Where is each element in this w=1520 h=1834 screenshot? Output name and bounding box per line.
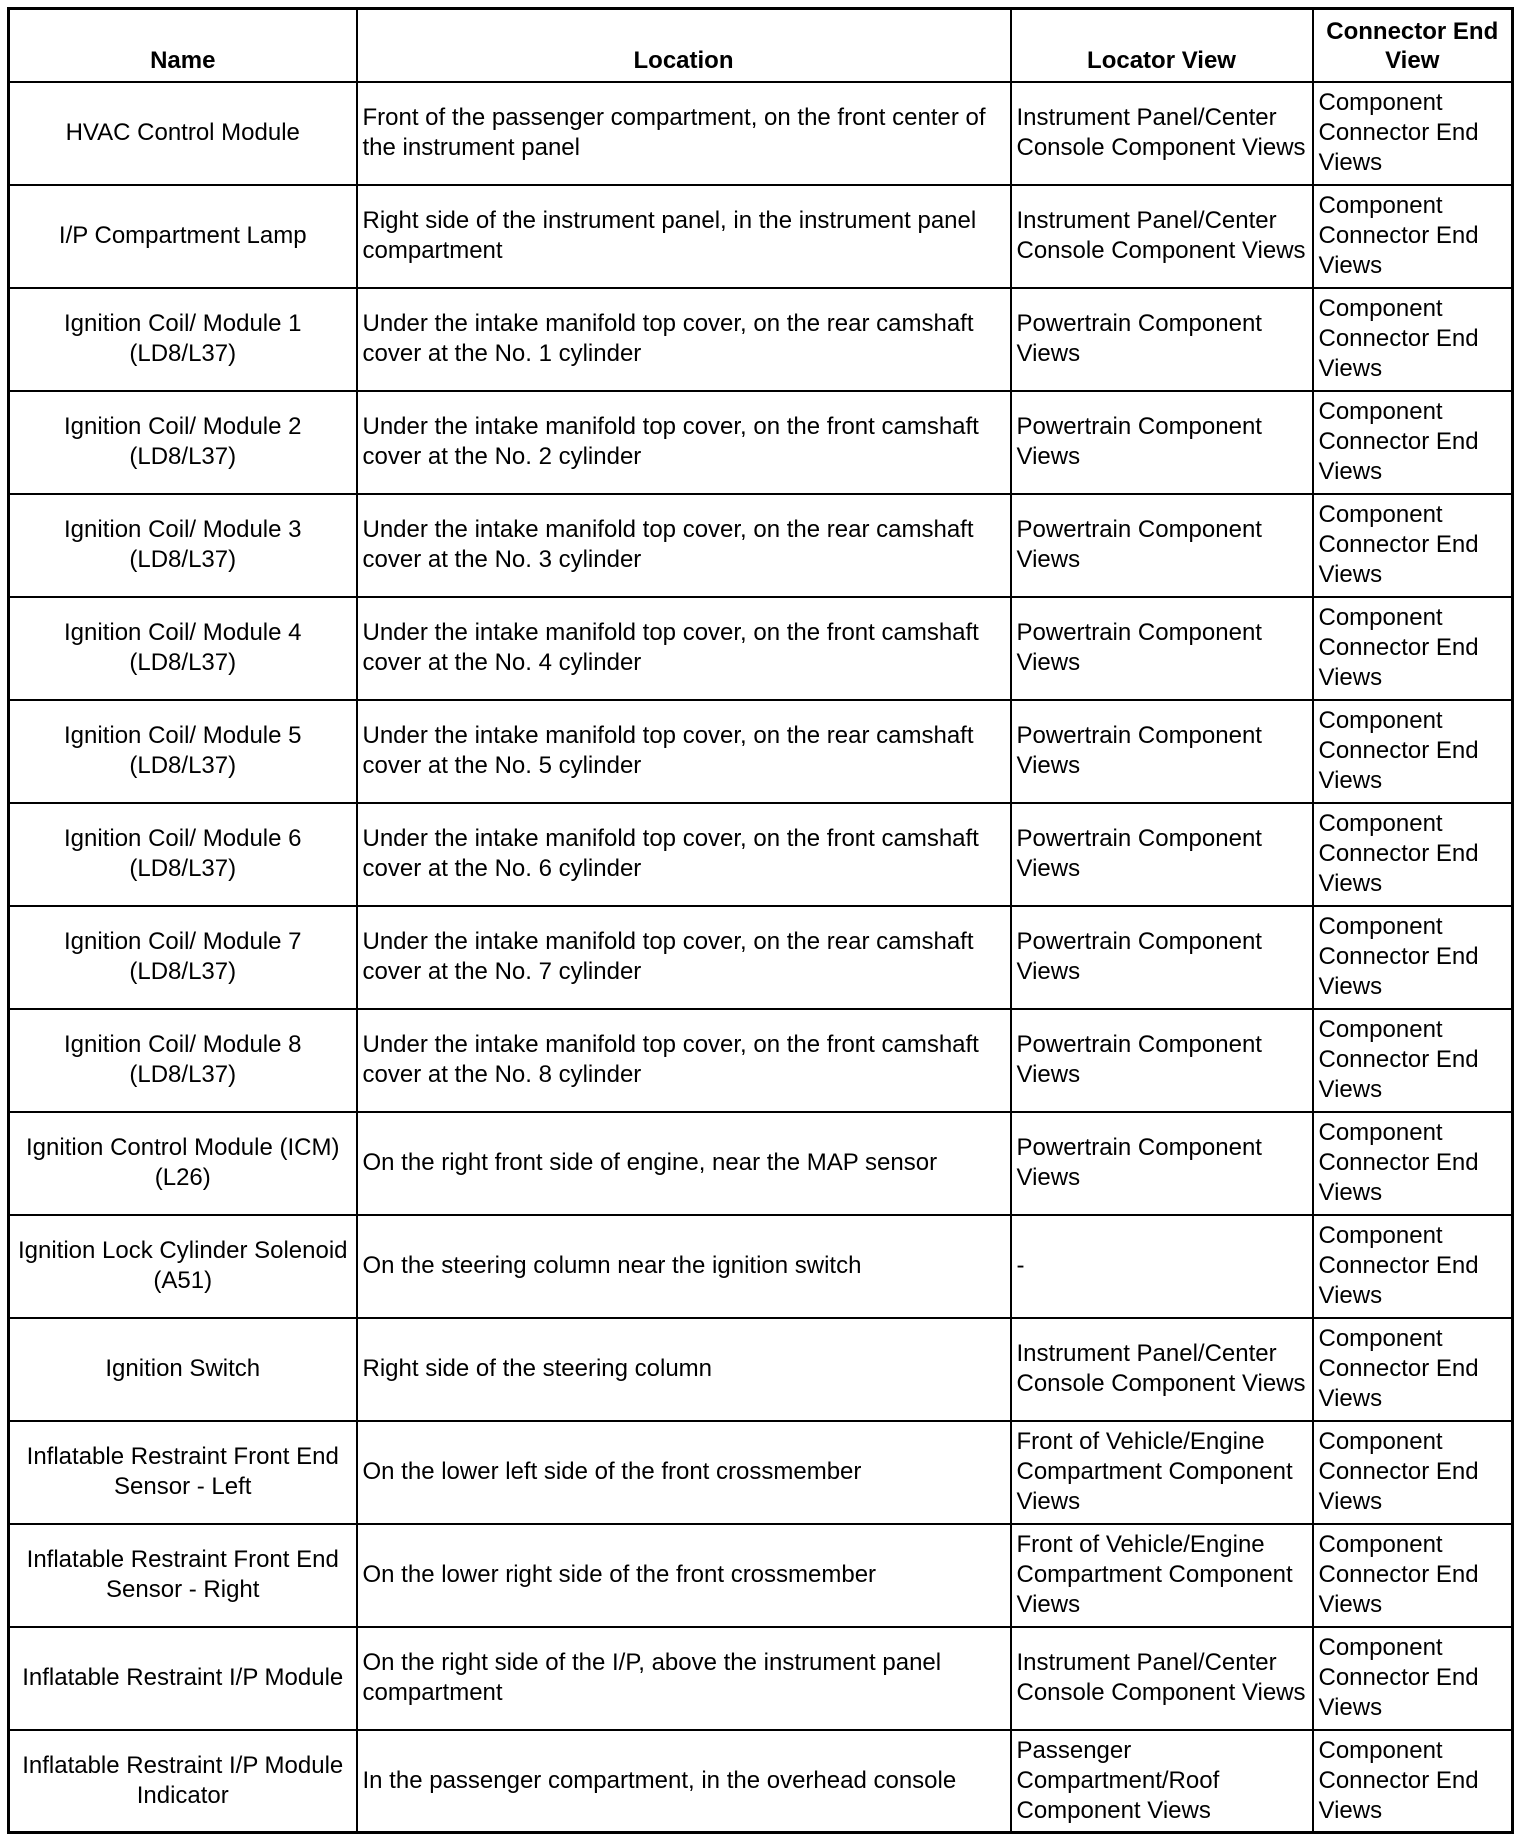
- cell-location: On the lower left side of the front crossmember: [357, 1421, 1011, 1524]
- cell-name: Inflatable Restraint I/P Module Indicator: [9, 1730, 357, 1833]
- cell-location: Under the intake manifold top cover, on the rear camshaft cover at the No. 3 cylinder: [357, 494, 1011, 597]
- cell-locator-view: Powertrain Component Views: [1011, 1112, 1313, 1215]
- cell-locator-view: Passenger Compartment/Roof Component Views: [1011, 1730, 1313, 1833]
- table-row: [9, 1318, 1513, 1421]
- cell-name: Ignition Coil/ Module 6 (LD8/L37): [9, 803, 357, 906]
- table-row: [9, 906, 1513, 1009]
- table-header-row: [9, 9, 1513, 82]
- cell-connector-end-view: Component Connector End Views: [1313, 700, 1513, 803]
- cell-name: Inflatable Restraint Front End Sensor - Right: [9, 1524, 357, 1627]
- table-row: [9, 1421, 1513, 1524]
- cell-location: Under the intake manifold top cover, on the rear camshaft cover at the No. 1 cylinder: [357, 288, 1011, 391]
- table-row: [9, 1112, 1513, 1215]
- cell-locator-view: Instrument Panel/Center Console Component Views: [1011, 1318, 1313, 1421]
- table-row: [9, 288, 1513, 391]
- component-locator-table: [7, 7, 1514, 1834]
- cell-location: Under the intake manifold top cover, on the front camshaft cover at the No. 2 cylinder: [357, 391, 1011, 494]
- cell-connector-end-view: Component Connector End Views: [1313, 82, 1513, 185]
- cell-location: Under the intake manifold top cover, on the front camshaft cover at the No. 4 cylinder: [357, 597, 1011, 700]
- cell-name: HVAC Control Module: [9, 82, 357, 185]
- cell-name: Ignition Coil/ Module 8 (LD8/L37): [9, 1009, 357, 1112]
- table-row: [9, 1730, 1513, 1833]
- cell-connector-end-view: Component Connector End Views: [1313, 185, 1513, 288]
- cell-location: Right side of the steering column: [357, 1318, 1011, 1421]
- cell-locator-view: Powertrain Component Views: [1011, 597, 1313, 700]
- cell-connector-end-view: Component Connector End Views: [1313, 1524, 1513, 1627]
- cell-locator-view: Front of Vehicle/Engine Compartment Component Views: [1011, 1524, 1313, 1627]
- cell-connector-end-view: Component Connector End Views: [1313, 1421, 1513, 1524]
- cell-location: On the right front side of engine, near the MAP sensor: [357, 1112, 1011, 1215]
- cell-location: On the right side of the I/P, above the instrument panel compartment: [357, 1627, 1011, 1730]
- cell-location: In the passenger compartment, in the overhead console: [357, 1730, 1011, 1833]
- cell-locator-view: Powertrain Component Views: [1011, 1009, 1313, 1112]
- cell-locator-view: Powertrain Component Views: [1011, 288, 1313, 391]
- table-row: [9, 82, 1513, 185]
- cell-location: Under the intake manifold top cover, on the rear camshaft cover at the No. 5 cylinder: [357, 700, 1011, 803]
- table-row: [9, 700, 1513, 803]
- header-name: Name: [9, 9, 357, 82]
- cell-name: Ignition Coil/ Module 3 (LD8/L37): [9, 494, 357, 597]
- component-locator-table-wrapper: [7, 7, 1511, 1834]
- table-row: [9, 597, 1513, 700]
- cell-connector-end-view: Component Connector End Views: [1313, 906, 1513, 1009]
- cell-locator-view: Instrument Panel/Center Console Component Views: [1011, 1627, 1313, 1730]
- cell-name: Ignition Lock Cylinder Solenoid (A51): [9, 1215, 357, 1318]
- cell-connector-end-view: Component Connector End Views: [1313, 1318, 1513, 1421]
- cell-name: Ignition Coil/ Module 2 (LD8/L37): [9, 391, 357, 494]
- cell-name: I/P Compartment Lamp: [9, 185, 357, 288]
- header-connector-end-view: Connector End View: [1313, 9, 1513, 82]
- cell-connector-end-view: Component Connector End Views: [1313, 391, 1513, 494]
- table-row: [9, 391, 1513, 494]
- cell-connector-end-view: Component Connector End Views: [1313, 597, 1513, 700]
- cell-location: Front of the passenger compartment, on the front center of the instrument panel: [357, 82, 1011, 185]
- cell-name: Ignition Switch: [9, 1318, 357, 1421]
- cell-connector-end-view: Component Connector End Views: [1313, 803, 1513, 906]
- cell-connector-end-view: Component Connector End Views: [1313, 494, 1513, 597]
- cell-location: Under the intake manifold top cover, on the rear camshaft cover at the No. 7 cylinder: [357, 906, 1011, 1009]
- table-row: [9, 803, 1513, 906]
- table-row: [9, 1627, 1513, 1730]
- cell-locator-view: Front of Vehicle/Engine Compartment Component Views: [1011, 1421, 1313, 1524]
- cell-name: Ignition Coil/ Module 4 (LD8/L37): [9, 597, 357, 700]
- cell-connector-end-view: Component Connector End Views: [1313, 1215, 1513, 1318]
- cell-locator-view: Powertrain Component Views: [1011, 494, 1313, 597]
- cell-locator-view: -: [1011, 1215, 1313, 1318]
- table-body: [9, 82, 1513, 1833]
- cell-name: Ignition Coil/ Module 5 (LD8/L37): [9, 700, 357, 803]
- cell-connector-end-view: Component Connector End Views: [1313, 1009, 1513, 1112]
- cell-locator-view: Powertrain Component Views: [1011, 803, 1313, 906]
- cell-location: Right side of the instrument panel, in the instrument panel compartment: [357, 185, 1011, 288]
- cell-connector-end-view: Component Connector End Views: [1313, 288, 1513, 391]
- cell-connector-end-view: Component Connector End Views: [1313, 1627, 1513, 1730]
- cell-location: Under the intake manifold top cover, on the front camshaft cover at the No. 8 cylinder: [357, 1009, 1011, 1112]
- cell-connector-end-view: Component Connector End Views: [1313, 1112, 1513, 1215]
- cell-location: On the lower right side of the front crossmember: [357, 1524, 1011, 1627]
- cell-locator-view: Instrument Panel/Center Console Component Views: [1011, 185, 1313, 288]
- cell-name: Inflatable Restraint Front End Sensor - Left: [9, 1421, 357, 1524]
- cell-name: Ignition Control Module (ICM) (L26): [9, 1112, 357, 1215]
- cell-connector-end-view: Component Connector End Views: [1313, 1730, 1513, 1833]
- table-row: [9, 1524, 1513, 1627]
- table-row: [9, 1009, 1513, 1112]
- cell-locator-view: Powertrain Component Views: [1011, 906, 1313, 1009]
- cell-location: On the steering column near the ignition switch: [357, 1215, 1011, 1318]
- cell-locator-view: Powertrain Component Views: [1011, 700, 1313, 803]
- cell-locator-view: Instrument Panel/Center Console Component Views: [1011, 82, 1313, 185]
- cell-locator-view: Powertrain Component Views: [1011, 391, 1313, 494]
- cell-location: Under the intake manifold top cover, on the front camshaft cover at the No. 6 cylinder: [357, 803, 1011, 906]
- cell-name: Ignition Coil/ Module 7 (LD8/L37): [9, 906, 357, 1009]
- cell-name: Ignition Coil/ Module 1 (LD8/L37): [9, 288, 357, 391]
- table-row: [9, 185, 1513, 288]
- table-row: [9, 1215, 1513, 1318]
- table-row: [9, 494, 1513, 597]
- header-locator-view: Locator View: [1011, 9, 1313, 82]
- cell-name: Inflatable Restraint I/P Module: [9, 1627, 357, 1730]
- header-location: Location: [357, 9, 1011, 82]
